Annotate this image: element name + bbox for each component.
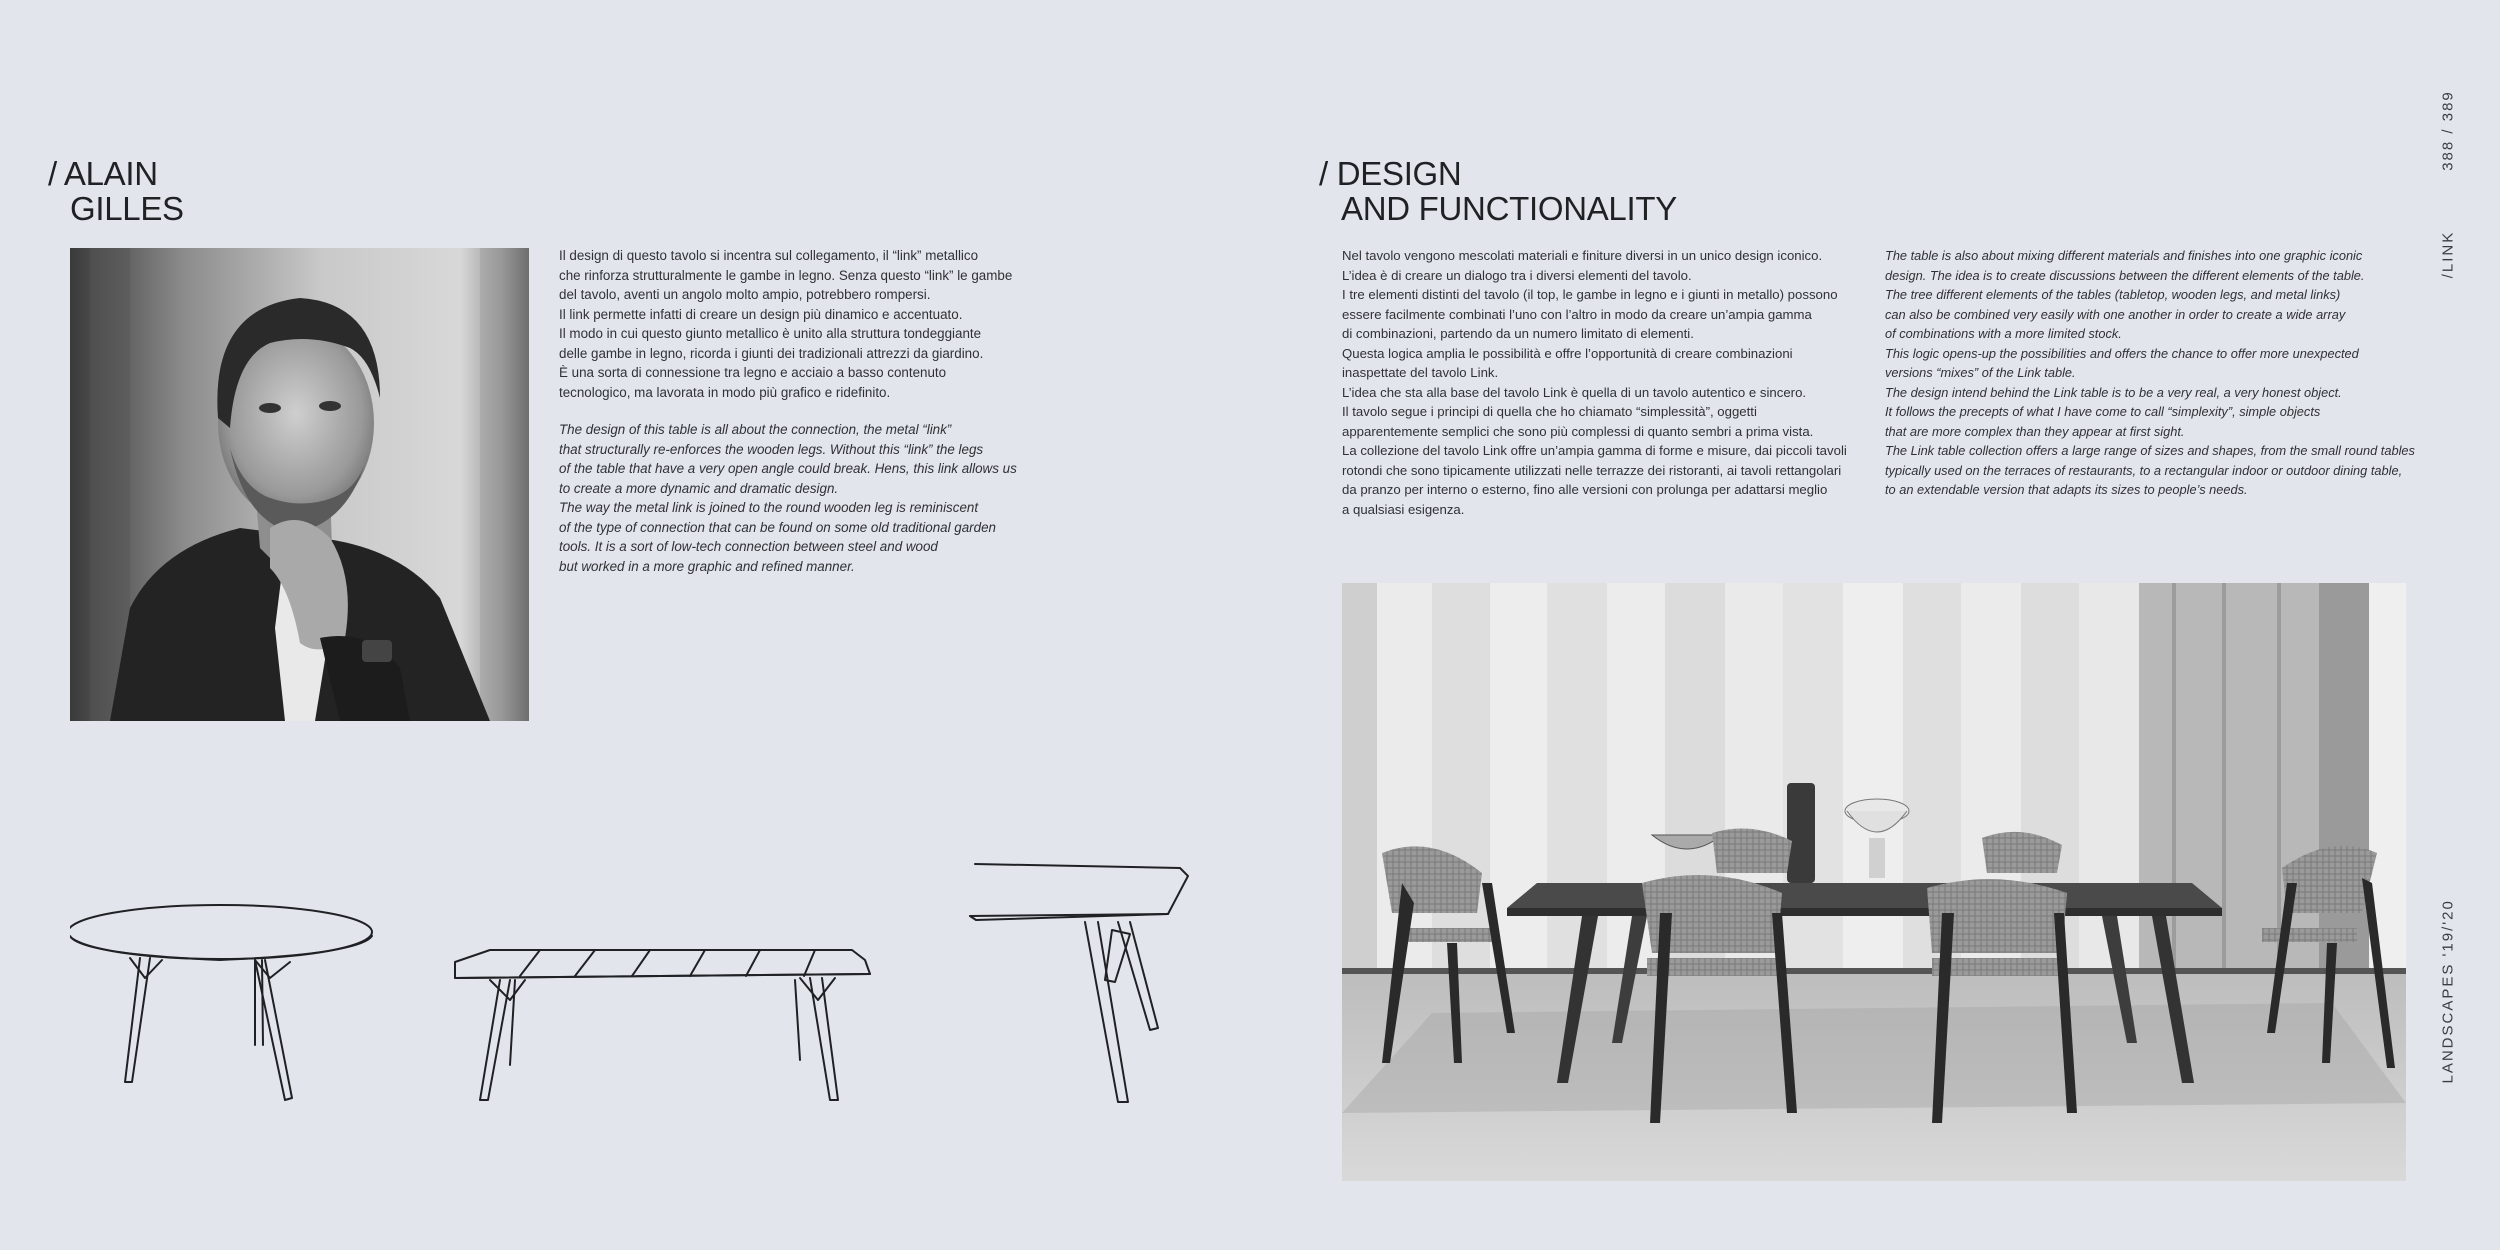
- text-line: da pranzo per interno o esterno, fino alle versioni con prolunga per adattarsi meglio: [1342, 482, 1828, 497]
- designer-portrait: [70, 248, 529, 721]
- text-line: L’idea che sta alla base del tavolo Link è quella di un tavolo autentico e sincero.: [1342, 384, 1807, 400]
- text-line: The way the metal link is joined to the round wooden leg is reminiscent: [559, 500, 979, 515]
- text-line: The tree different elements of the tables (tabletop, wooden legs, and metal links): [1885, 287, 2341, 302]
- text-line: of the table that have a very open angle could break. Hens, this link allows us: [559, 461, 1017, 476]
- catalog-label: LANDSCAPES '19/'20: [2439, 899, 2457, 1084]
- text-line: La collezione del tavolo Link offre un’ampia gamma di forme e misure, dai piccoli tavoli: [1342, 443, 1847, 458]
- text-line: Il modo in cui questo giunto metallico è unito alla struttura tondeggiante: [559, 326, 982, 341]
- designer-heading: [48, 156, 184, 226]
- text-line: I tre elementi distinti del tavolo (il top, le gambe in legno e i giunti in metallo) possono: [1342, 287, 1838, 302]
- text-line: It follows the precepts of what I have come to call “simplexity”, simple objects: [1885, 404, 2321, 419]
- section-heading-line1: / DESIGN: [1319, 155, 1462, 192]
- section-heading-line2: AND FUNCTIONALITY: [1341, 190, 1677, 227]
- text-line: rotondi che sono tipicamente utilizzati nelle terrazze dei ristoranti, ai tavoli rettangolari: [1342, 462, 1842, 478]
- portrait-image: [70, 248, 529, 721]
- text-line: È una sorta di connessione tra legno e acciaio a basso contenuto: [559, 365, 947, 380]
- text-line: delle gambe in legno, ricorda i giunti dei tradizionali attrezzi da giardino.: [559, 345, 984, 361]
- dining-scene-photo: [1342, 583, 2406, 1181]
- text-line: L’idea è di creare un dialogo tra i diversi elementi del tavolo.: [1342, 267, 1692, 283]
- text-line: del tavolo, aventi un angolo molto ampio, potrebbero rompersi.: [559, 287, 931, 302]
- dining-scene-image: [1342, 583, 2406, 1181]
- text-line: inaspettate del tavolo Link.: [1342, 365, 1499, 380]
- text-line: versions “mixes” of the Link table.: [1885, 365, 2076, 380]
- text-line: Il tavolo segue i principi di quella che ho chiamato “simplessità”, oggetti: [1342, 404, 1757, 419]
- text-line: essere facilmente combinati l’uno con l’altro in modo da creare un’ampia gamma: [1342, 306, 1812, 322]
- text-line: The Link table collection offers a large range of sizes and shapes, from the small round tables: [1885, 443, 2415, 458]
- section-label: /LINK: [2439, 230, 2457, 279]
- text-line: tecnologico, ma lavorata in modo più grafico e ridefinito.: [559, 384, 891, 400]
- page-numbers: 388 / 389: [2439, 90, 2457, 171]
- text-line: The design intend behind the Link table is to be a very real, a very honest object.: [1885, 384, 2342, 400]
- text-line: Questa logica amplia le possibilità e offre l’opportunità di creare combinazioni: [1342, 345, 1793, 361]
- designer-heading-line1: / ALAIN: [48, 155, 158, 192]
- text-line: Il link permette infatti di creare un design più dinamico e accentuato.: [559, 306, 963, 322]
- designer-text-english: [559, 420, 1017, 576]
- text-line: can also be combined very easily with one another in order to create a wide array: [1885, 306, 2346, 322]
- text-line: apparentemente semplici che sono più complessi di quanto sembri a prima vista.: [1342, 423, 1814, 439]
- text-line: typically used on the terraces of restaurants, to a rectangular indoor or outdoor dining table,: [1885, 462, 2403, 478]
- text-line: to an extendable version that adapts its sizes to people’s needs.: [1885, 482, 2248, 497]
- text-line: Nel tavolo vengono mescolati materiali e finiture diversi in un unico design iconico.: [1342, 248, 1823, 263]
- text-line: to create a more dynamic and dramatic design.: [559, 480, 839, 496]
- text-line: This logic opens-up the possibilities and offers the chance to offer more unexpected: [1885, 345, 2359, 361]
- text-line: a qualsiasi esigenza.: [1342, 501, 1465, 517]
- text-line: but worked in a more graphic and refined manner.: [559, 558, 855, 574]
- design-text-italian: [1342, 246, 1847, 519]
- text-line: tools. It is a sort of low-tech connection between steel and wood: [559, 539, 938, 554]
- text-line: design. The idea is to create discussions between the different elements of the table.: [1885, 267, 2365, 283]
- text-line: that structurally re-enforces the wooden legs. Without this “link” the legs: [559, 441, 984, 457]
- text-line: Il design di questo tavolo si incentra sul collegamento, il “link” metallico: [559, 248, 979, 263]
- table-sketches: [70, 850, 1200, 1120]
- text-line: The design of this table is all about the connection, the metal “link”: [559, 422, 952, 437]
- designer-heading-line2: GILLES: [70, 190, 184, 227]
- text-line: The table is also about mixing different materials and finishes into one graphic iconic: [1885, 248, 2363, 263]
- round-table-sketch: [70, 905, 372, 1100]
- text-line: di combinazioni, partendo da un numero limitato di elementi.: [1342, 326, 1694, 341]
- text-line: of combinations with a more limited stock.: [1885, 326, 2122, 341]
- section-heading: [1319, 156, 1677, 226]
- text-line: that are more complex than they appear at first sight.: [1885, 423, 2185, 439]
- text-line: of the type of connection that can be found on some old traditional garden: [559, 519, 996, 535]
- designer-text-italian: [559, 246, 1012, 402]
- design-text-english: [1885, 246, 2415, 500]
- long-table-sketch: [455, 950, 870, 1100]
- side-table-sketch: [970, 864, 1188, 1102]
- text-line: che rinforza strutturalmente le gambe in legno. Senza questo “link” le gambe: [559, 267, 1013, 283]
